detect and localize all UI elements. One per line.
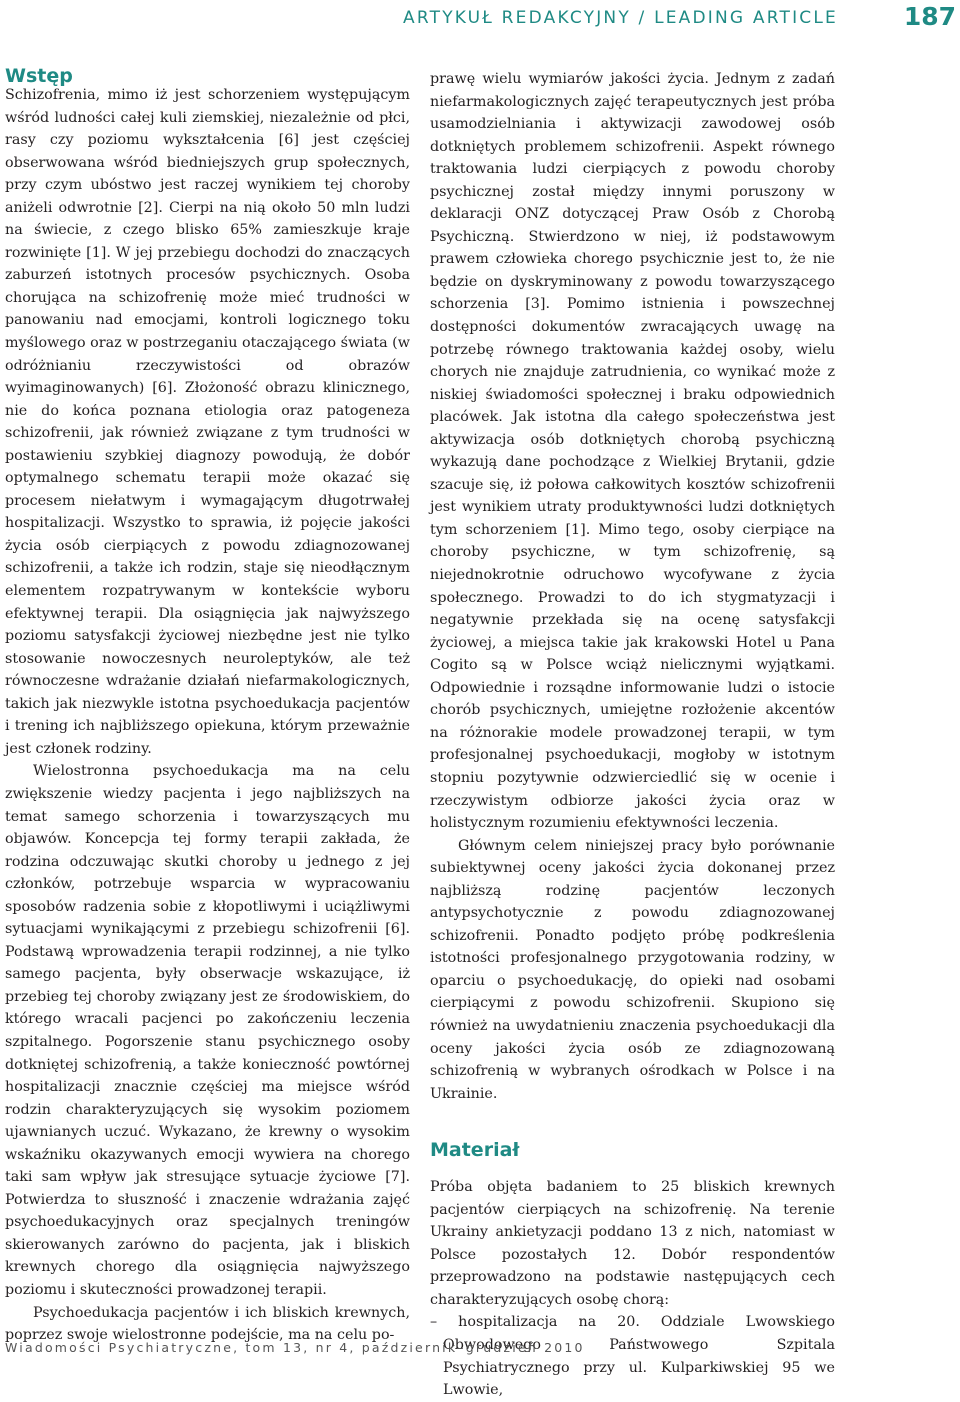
list-item: – hospitalizacja na 20. Oddziale Lwowskiego Obwodowego Państwowego Szpitala Psychiatrycznego przy ul. Kulparkiwskiej 95 we Lwowie, <box>430 1314 835 1399</box>
right-column <box>430 68 835 1402</box>
body-paragraph: Schizofrenia, mimo iż jest schorzeniem występującym wśród ludności całej kuli ziemskiej, niezależnie od płci, rasy czy poziomu wykształcenia [6] jest częściej obserwowana wśród biedniejszych grup społecznych, przy czym ubóstwo jest raczej wynikiem tej choroby aniżeli odwrotnie [2]. Cierpi na nią około 50 mln ludzi na świecie, z czego blisko 65% zamieszkuje kraje rozwinięte [1]. W jej przebiegu dochodzi do znaczących zaburzeń istotnych procesów psychicznych. Osoba chorująca na schizofrenię może mieć trudności w panowaniu nad emocjami, kontroli logicznego toku myślowego oraz w postrzeganiu otaczającego świata (w odróżnianiu rzeczywistości od obrazów wyimaginowanych) [6]. Złożoność obrazu klinicznego, nie do końca poznana etiologia oraz patogeneza schizofrenii, jak również związane z tym trudności w postawieniu szybkiej diagnozy powodują, że dobór optymalnego schematu terapii może okazać się procesem niełatwym i wymagającym długotrwałej hospitalizacji. Wszystko to sprawia, iż pojęcie jakości życia osób cierpiących z powodu zdiagnozowanej schizofrenii, a także ich rodzin, staje się nieodłącznym elementem rozpatrywanym w kontekście wyboru efektywnej terapii. Dla osiągnięcia jak najwyższego poziomu satysfakcji życiowej niezbędne jest nie tylko stosowanie nowoczesnych neuroleptyków, ale też równoczesne wdrażanie działań niefarmakologicznych, takich jak niezwykle istotna psychoedukacja pacjentów i trening ich najbliższego opiekuna, którym przeważnie jest członek rodziny. <box>5 87 410 757</box>
body-paragraph: Wielostronna psychoedukacja ma na celu zwiększenie wiedzy pacjenta i jego najbliższych na temat samego schorzenia i towarzyszących mu objawów. Koncepcja tej formy terapii zakłada, że rodzina odczuwając skutki choroby u jednego z jej członków, potrzebuje wsparcia w wypracowaniu sposobów radzenia sobie z kłopotliwymi i uciążliwymi sytuacjami wynikającymi z przebiegu schizofrenii [6]. Podstawą wprowadzenia terapii rodzinnej, a nie tylko samego pacjenta, były obserwacje wskazujące, iż przebieg tej choroby związany jest ze środowiskiem, do którego wracali pacjenci po zakończeniu leczenia szpitalnego. Pogorszenie stanu psychicznego osoby dotkniętej schizofrenią, a także konieczność powtórnej hospitalizacji znacznie częściej ma miejsce wśród rodzin charakteryzujących się wysokim poziomem ujawnianych uczuć. Wykazano, że krewny o wysokim wskaźniku okazywanych emocji wywiera na chorego taki sam wpływ jak stresujące sytuacje życiowe [7]. Potwierdza to słuszność i znaczenie wdrażania zajęć psychoedukacyjnych oraz specjalnych treningów skierowanych zarówno do pacjenta, jak i bliskich krewnych chorego dla osiągnięcia najwyższego poziomu i skuteczności prowadzonej terapii. <box>5 763 410 1298</box>
left-column <box>5 84 410 1347</box>
body-paragraph: Psychoedukacja pacjentów i ich bliskich krewnych, poprzez swoje wielostronne podejście, ma na celu po- <box>5 1304 410 1344</box>
body-paragraph: Głównym celem niniejszej pracy było porównanie subiektywnej oceny jakości życia dokonanej przez najbliższą rodzinę pacjentów leczonych antypsychotycznie z powodu zdiagnozowanej schizofrenii. Ponadto podjęto próbę podkreślenia istotności profesjonalnego przygotowania rodziny, w oparciu o psychoedukację, do opieki nad osobami cierpiącymi z powodu schizofrenii. Skupiono się również na uwydatnieniu znaczenia psychoedukacji dla oceny jakości życia osób ze zdiagnozowaną schizofrenią w wybranych ośrodkach w Polsce i na Ukrainie. <box>430 837 835 1102</box>
section-heading-material: Materiał <box>430 1139 520 1162</box>
body-paragraph: prawę wielu wymiarów jakości życia. Jednym z zadań niefarmakologicznych zajęć terapeutycznych jest próba usamodzielniania i aktywizacji zawodowej osób dotkniętych problemem schizofrenii. Aspekt równego traktowania ludzi cierpiących z powodu choroby psychicznej został między innymi poruszony w deklaracji ONZ dotyczącej Praw Osób z Chorobą Psychiczną. Stwierdzono w niej, iż podstawowym prawem człowieka chorego psychicznie jest to, że nie będzie on dyskryminowany z powodu towarzyszącego schorzenia [3]. Pomimo istnienia i powszechnej dostępności dokumentów zwracających uwagę na potrzebę równego traktowania każdej osoby, wielu chorych nie znajduje zatrudnienia, co wynikać może z niskiej świadomości społecznej i braku odpowiednich placówek. Jak istotna dla całego społeczeństwa jest aktywizacja osób dotkniętych chorobą psychiczną wykazują dane pochodzące z Wielkiej Brytanii, gdzie szacuje się, iż połowa całkowitych kosztów schizofrenii jest wynikiem utraty produktywności ludzi dotkniętych tym schorzeniem [1]. Mimo tego, osoby cierpiące na choroby psychiczne, w tym schizofrenię, są niejednokrotnie odruchowo wycofywane z życia społecznego. Prowadzi to do ich stygmatyzacji i negatywnie przekłada się na ocenę satysfakcji życiowej, a miejsca takie jak krakowski Hotel u Pana Cogito są w Polsce wciąż nielicznymi wyjątkami. Odpowiednie i rozsądne informowanie ludzi o istocie chorób psychicznych, umiejętne rozłożenie akcentów na różnorakie modele prowadzonej terapii, w tym profesjonalnej psychoedukacji, mogłoby w istotnym stopniu pozytywnie odzwierciedlić się w ocenie i rzeczywistym odbiorze jakości życia oraz w holistycznym rozumieniu efektywności leczenia. <box>430 71 835 832</box>
page-number: 187 <box>903 2 956 31</box>
journal-footer: Wiadomości Psychiatryczne, tom 13, nr 4, październik–grudzień 2010 <box>5 1340 585 1355</box>
section-heading-wstep: Wstęp <box>5 65 73 87</box>
section-label: ARTYKUŁ REDAKCYJNY / LEADING ARTICLE <box>403 8 838 28</box>
body-paragraph: Próba objęta badaniem to 25 bliskich krewnych pacjentów cierpiących na schizofrenię. Na terenie Ukrainy ankietyzacji poddano 13 z nich, natomiast w Polsce pozostałych 12. Dobór respondentów przeprowadzono na podstawie następujących cech charakteryzujących osobę chorą: <box>430 1179 835 1308</box>
